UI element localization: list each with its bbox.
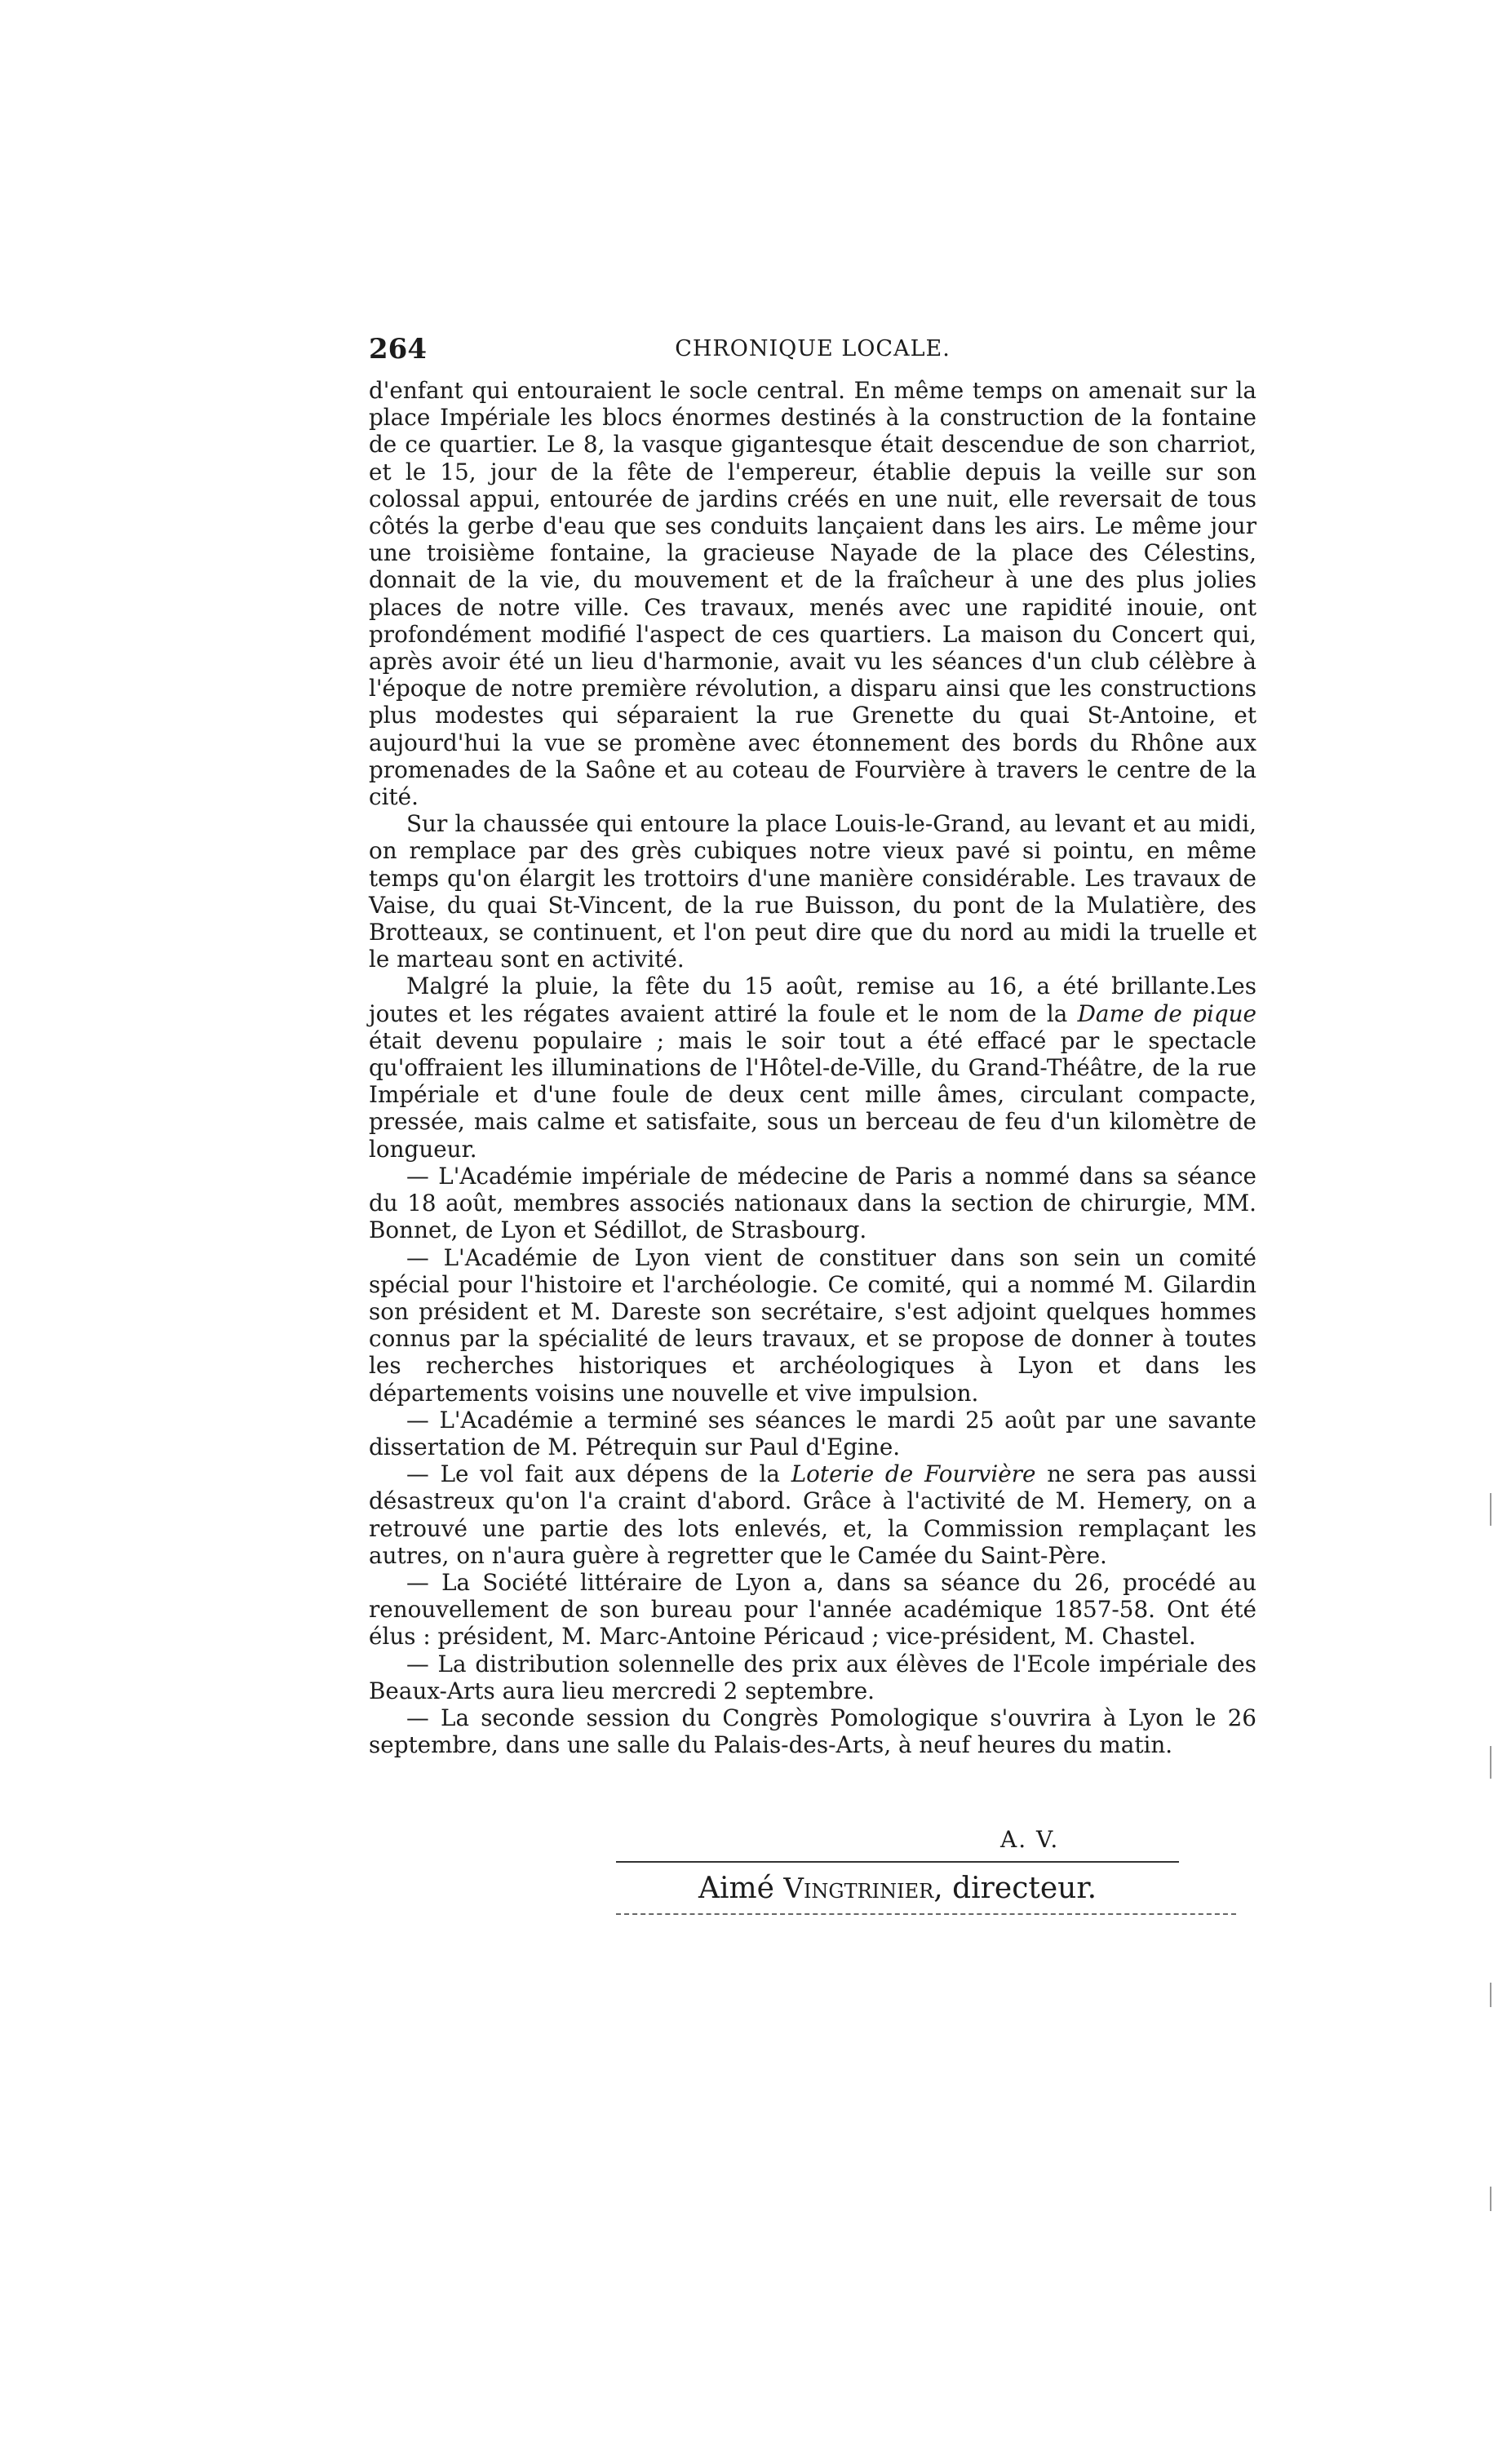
text-run: — La Société littéraire de Lyon a, dans sa séance du 26, procédé au renouvellement de son bureau pour l'année académique 1857-58. Ont été élus : président, M. Marc-Antoine Péricaud ; vice-président, M. Chastel. xyxy=(369,1568,1256,1651)
running-head: CHRONIQUE LOCALE. xyxy=(675,336,951,361)
text-run: — Le vol fait aux dépens de la xyxy=(406,1460,791,1488)
article-body xyxy=(369,377,1256,1758)
paragraph xyxy=(369,973,1256,1162)
margin-mark xyxy=(1490,1746,1491,1779)
text-run: — La distribution solennelle des prix aux élèves de l'Ecole impériale des Beaux-Arts aura lieu mercredi 2 septembre. xyxy=(369,1650,1256,1704)
margin-mark xyxy=(1490,1493,1491,1526)
paragraph xyxy=(369,1163,1256,1244)
text-run: d'enfant qui entouraient le socle central. En même temps on amenait sur la place Impériale les blocs énormes destinés à la construction de la fontaine de ce quartier. Le 8, la vasque gigantesque était descendue de son charriot, et le 15, jour de la fête de l'empereur, établie depuis la veille sur son colossal appui, entourée de jardins créés en une nuit, elle reversait de tous côtés la gerbe d'eau que ses conduits lançaient dans les airs. Le même jour une troisième fontaine, la gracieuse Nayade de la place des Célestins, donnait de la vie, du mouvement et de la fraîcheur à une des plus jolies places de notre ville. Ces travaux, menés avec une rapidité inouie, ont profondément modifié l'aspect de ces quartiers. La maison du Concert qui, après avoir été un lieu d'harmonie, avait vu les séances d'un club célèbre à l'époque de notre première révolution, a disparu ainsi que les constructions plus modestes qui séparaient la rue Grenette du quai St-Antoine, et aujourd'hui la vue se promène avec étonnement des bords du Rhône aux promenades de la Saône et au coteau de Fourvière à travers le centre de la cité. xyxy=(369,377,1256,811)
paragraph xyxy=(369,810,1256,973)
separator-rule-bottom xyxy=(616,1913,1236,1915)
director-prefix: Aimé xyxy=(698,1872,784,1905)
text-run: Sur la chaussée qui entoure la place Louis-le-Grand, au levant et au midi, on remplace par des grès cubiques notre vieux pavé si pointu, en même temps qu'on élargit les trottoirs d'une manière considérable. Les travaux de Vaise, du quai St-Vincent, de la rue Buisson, du pont de la Mulatière, des Brotteaux, se continuent, et l'on peut dire que du nord au midi la truelle et le marteau sont en activité. xyxy=(369,810,1256,973)
signature-initials: A. V. xyxy=(1000,1826,1060,1853)
director-name: Vingtrinier xyxy=(783,1872,934,1905)
paragraph xyxy=(369,1460,1256,1569)
text-run: — L'Académie a terminé ses séances le mardi 25 août par une savante dissertation de M. Pétrequin sur Paul d'Egine. xyxy=(369,1406,1256,1460)
italic-run: Dame de pique xyxy=(1077,999,1256,1027)
separator-rule xyxy=(616,1861,1179,1863)
text-run: était devenu populaire ; mais le soir tout a été effacé par le spectacle qu'offraient les illuminations de l'Hôtel-de-Ville, du Grand-Théâtre, de la rue Impériale et d'une foule de deux cent mille âmes, circulant compacte, pressée, mais calme et satisfaite, sous un berceau de feu d'un kilomètre de longueur. xyxy=(369,1026,1256,1163)
text-run: Malgré la pluie, la fête du 15 août, remise au 16, a été brillante.Les joutes et les régates avaient attiré la foule et le nom de la xyxy=(369,973,1256,1027)
paragraph xyxy=(369,1569,1256,1651)
paragraph xyxy=(369,1407,1256,1460)
text-run: — L'Académie impériale de médecine de Paris a nommé dans sa séance du 18 août, membres associés nationaux dans la section de chirurgie, MM. Bonnet, de Lyon et Sédillot, de Strasbourg. xyxy=(369,1162,1256,1244)
paragraph xyxy=(369,377,1256,810)
paragraph xyxy=(369,1704,1256,1758)
director-suffix: , directeur. xyxy=(933,1872,1097,1905)
page-header xyxy=(369,333,1256,370)
paragraph xyxy=(369,1651,1256,1704)
italic-run: Loterie de Fourvière xyxy=(791,1460,1036,1488)
text-run: — L'Académie de Lyon vient de constituer dans son sein un comité spécial pour l'histoire et l'archéologie. Ce comité, qui a nommé M. Gilardin son président et M. Dareste son secrétaire, s'est adjoint quelques hommes connus par la spécialité de leurs travaux, et se propose de donner à toutes les recherches historiques et archéologiques à Lyon et dans les départements voisins une nouvelle et vive impulsion. xyxy=(369,1243,1256,1407)
margin-mark xyxy=(1490,1983,1491,2007)
paragraph xyxy=(369,1244,1256,1407)
margin-mark xyxy=(1490,2187,1491,2211)
text-run: — La seconde session du Congrès Pomologique s'ouvrira à Lyon le 26 septembre, dans une salle du Palais-des-Arts, à neuf heures du matin. xyxy=(369,1704,1256,1759)
director-line xyxy=(616,1872,1179,1905)
text-run: ne sera pas aussi désastreux qu'on l'a craint d'abord. Grâce à l'activité de M. Hemery, on a retrouvé une partie des lots enlevés, et, la Commission remplaçant les autres, on n'aura guère à regretter que le Camée du Saint-Père. xyxy=(369,1460,1256,1569)
page-number: 264 xyxy=(369,333,427,366)
